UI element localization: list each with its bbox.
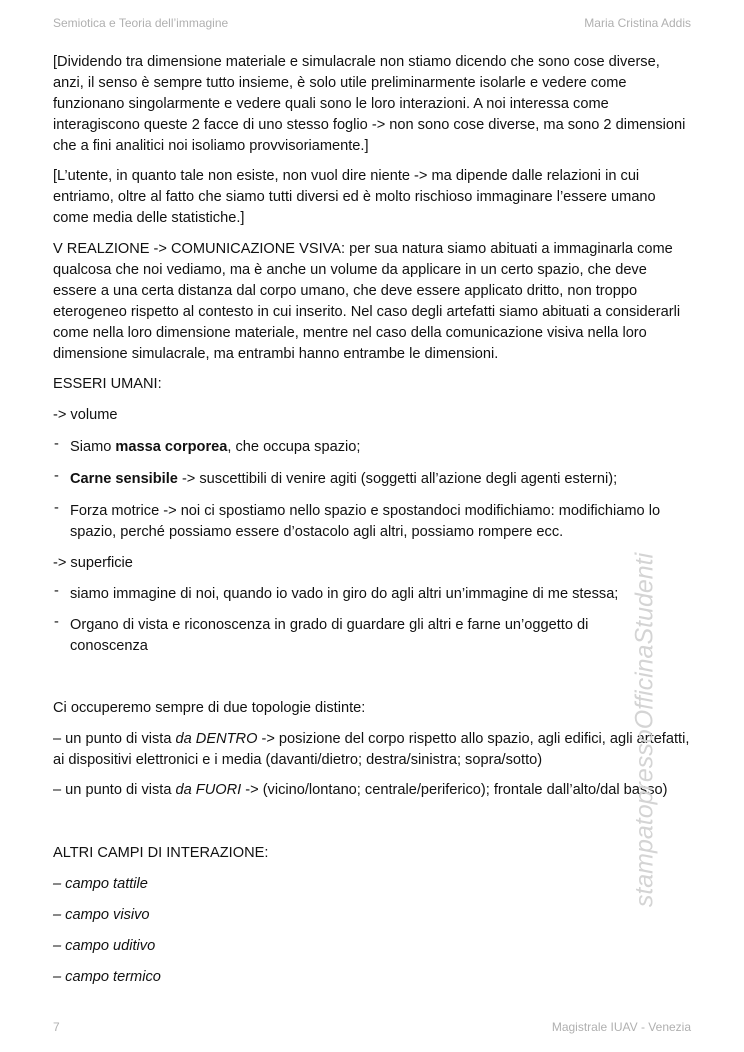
watermark: stampatopressoOfficinaStudenti	[630, 552, 659, 908]
list-item	[53, 469, 693, 490]
paragraph: Ci occuperemo sempre di due topologie distinte:	[53, 700, 366, 716]
text: -> posizione del corpo rispetto allo spazio, agli edifici, agli artefatti, ai dispositivi elettronici e i media (davanti/dietro; destra/sinistra; sopra/sotto)	[53, 731, 690, 768]
dash-bullet: -	[54, 614, 59, 630]
dash-bullet: -	[54, 436, 59, 452]
paragraph: [L’utente, in quanto tale non esiste, non vuol dire niente -> ma dipende dalle relazioni in cui entriamo, oltre al fatto che siamo tutti diversi ed è molto rischioso immaginare l’essere umano come media delle statistiche.]	[53, 168, 656, 226]
paragraph	[53, 729, 693, 771]
list-item: – campo uditivo	[53, 938, 156, 954]
paragraph	[53, 780, 713, 801]
subheading: -> superficie	[53, 555, 133, 571]
dash-bullet: -	[54, 583, 59, 599]
list-item	[53, 584, 693, 605]
list-item: – campo visivo	[53, 907, 150, 923]
italic-text: da DENTRO	[175, 731, 258, 747]
text: Forza motrice -> noi ci spostiamo nello spazio e spostandoci modifichiamo: modifichiamo lo spazio, perché possiamo essere d’ostacolo agli altri, possiamo rompere ecc.	[70, 503, 661, 540]
paragraph: V REALZIONE -> COMUNICAZIONE VSIVA: per sua natura siamo abituati a immaginarla come qualcosa che noi vediamo, ma è anche un volume da applicare in un certo spazio, che deve essere a una certa distanza dal corpo umano, che deve essere applicato dritto, non troppo eterogeneo rispetto al contesto in cui inserito. Nel caso degli artefatti siamo abituati a considerarli come nella loro dimensione materiale, mentre nel caso della comunicazione visiva nella loro dimensione simulacrale, ma entrambi hanno entrambe le dimensioni.	[53, 241, 681, 362]
header-author: Maria Cristina Addis	[584, 16, 691, 30]
text: siamo immagine di noi, quando io vado in giro do agli altri un’immagine di me stessa;	[70, 586, 619, 602]
page-number: 7	[53, 1020, 60, 1034]
text: -> (vicino/lontano; centrale/periferico); frontale dall’alto/dal basso)	[241, 782, 668, 798]
list-item	[53, 501, 693, 543]
bold-text: Carne sensibile	[70, 471, 178, 487]
italic-text: da FUORI	[175, 782, 242, 798]
header-course-title: Semiotica e Teoria dell’immagine	[53, 16, 229, 30]
text: – un punto di vista	[53, 782, 176, 798]
section-heading: ALTRI CAMPI DI INTERAZIONE:	[53, 845, 269, 861]
text: -> suscettibili di venire agiti (soggetti all’azione degli agenti esterni);	[177, 471, 618, 487]
list-item	[53, 437, 693, 458]
list-item: – campo tattile	[53, 876, 148, 892]
paragraph: [Dividendo tra dimensione materiale e simulacrale non stiamo dicendo che sono cose diverse, anzi, il senso è sempre tutto insieme, è solo utile preliminarmente isolarle e vedere come funzionano singolarmente e vedere quali sono le loro interazioni. A noi interessa come interagiscono queste 2 facce di uno stesso foglio -> non sono cose diverse, ma sono 2 dimensioni che a fini analitici noi isoliamo provvisoriamente.]	[53, 54, 686, 154]
list-item	[53, 615, 653, 657]
text: – un punto di vista	[53, 731, 176, 747]
dash-bullet: -	[54, 468, 59, 484]
bold-text: massa corporea	[115, 439, 228, 455]
subheading: -> volume	[53, 407, 118, 423]
text: , che occupa spazio;	[227, 439, 361, 455]
footer-institution: Magistrale IUAV - Venezia	[551, 1020, 691, 1034]
text: Siamo	[70, 439, 116, 455]
text: Organo di vista e riconoscenza in grado di guardare gli altri e farne un’oggetto di conoscenza	[70, 617, 589, 654]
list-item: – campo termico	[53, 969, 161, 985]
section-heading: ESSERI UMANI:	[53, 376, 162, 392]
dash-bullet: -	[54, 500, 59, 516]
